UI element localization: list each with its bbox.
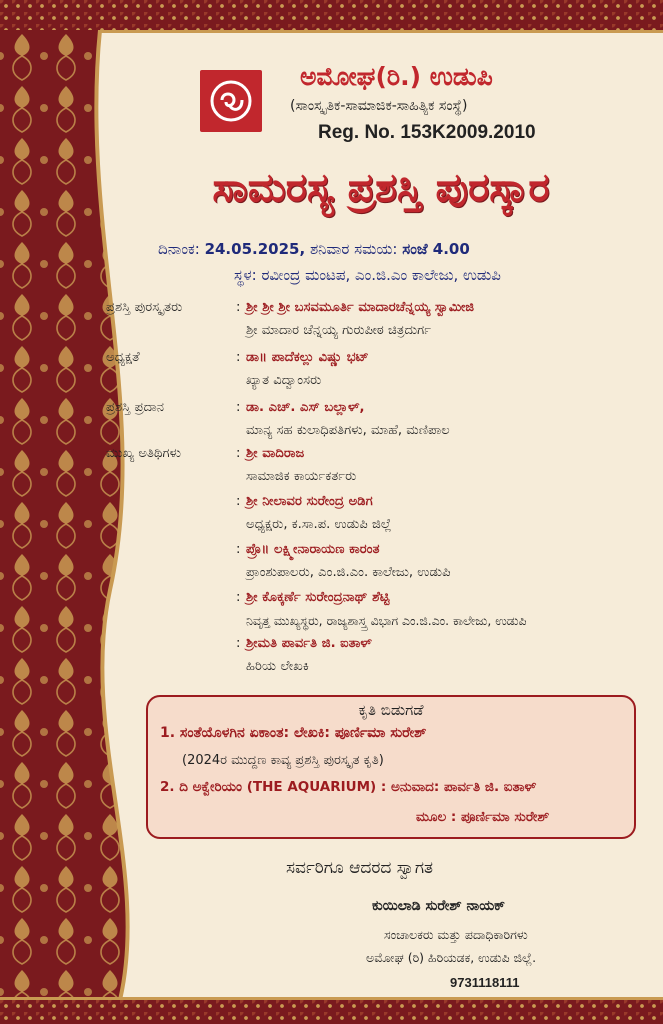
signatory-role: ಸಂಚಾಲಕರು ಮತ್ತು ಪದಾಧಿಕಾರಿಗಳು [384, 927, 528, 942]
guest-desc: ಸಾಮಾಜಿಕ ಕಾರ್ಯಕರ್ತರು [246, 469, 357, 484]
guest-name: ಶ್ರೀ ಕೊಕ್ಕರ್ಣೆ ಸುರೇಂದ್ರನಾಥ್ ಶೆಟ್ಟಿ [246, 590, 390, 605]
awardee-name: ಶ್ರೀ ಶ್ರೀ ಶ್ರೀ ಬಸವಮೂರ್ತಿ ಮಾದಾರಚೆನ್ನಯ್ಯ ಸ್ವಾಮೀಜಿ [246, 300, 475, 315]
book-release-item-1: 1. ಸಂತೆಯೊಳಗಿನ ಏಕಾಂತ: ಲೇಖಕಿ: ಪೂರ್ಣಿಮಾ ಸುರೇಶ್ [160, 725, 427, 741]
guest-name: ಶ್ರೀ ನೀಲಾವರ ಸುರೇಂದ್ರ ಅಡಿಗ [246, 494, 373, 509]
book-release-item-1-note: (2024ರ ಮುದ್ದಣ ಕಾವ್ಯ ಪ್ರಶಸ್ತಿ ಪುರಸ್ಕೃತ ಕೃತಿ) [182, 753, 384, 768]
colon: : [236, 300, 241, 315]
book-release-title: ಕೃತಿ ಬಿಡುಗಡೆ [358, 701, 424, 719]
event-time: ಸಂಜೆ 4.00 [402, 240, 470, 258]
contact-phone: 9731118111 [450, 975, 520, 990]
awardee-desc: ಶ್ರೀ ಮಾದಾರ ಚೆನ್ನಯ್ಯ ಗುರುಪೀಠ ಚಿತ್ರದುರ್ಗ [246, 323, 432, 338]
guest-desc: ನಿವೃತ್ತ ಮುಖ್ಯಸ್ಥರು, ರಾಜ್ಯಶಾಸ್ತ್ರ ವಿಭಾಗ ಎಂ.ಜಿ.ಎಂ. ಕಾಲೇಜು, ಉಡುಪಿ [246, 613, 527, 628]
org-name: ಅಮೋಘ(ರಿ.) ಉಡುಪಿ [300, 62, 493, 91]
colon: : [236, 542, 241, 557]
presenter-label: ಪ್ರಶಸ್ತಿ ಪ್ರದಾನ [106, 400, 165, 415]
event-day: ಶನಿವಾರ [309, 240, 350, 258]
signatory-name: ಕುಯಿಲಾಡಿ ಸುರೇಶ್ ನಾಯಕ್ [372, 898, 506, 914]
book-release-item-2: 2. ದಿ ಅಕ್ವೇರಿಯಂ (THE AQUARIUM) : ಅನುವಾದ: ಪಾರ್ವತಿ ಜಿ. ಐತಾಳ್ [160, 779, 537, 795]
colon: : [236, 636, 241, 651]
org-subtitle: (ಸಾಂಸ್ಕೃತಿಕ-ಸಾಮಾಜಿಕ-ಸಾಹಿತ್ಯಿಕ ಸಂಸ್ಥೆ) [290, 98, 468, 114]
event-date-line [158, 240, 638, 258]
colon: : [236, 446, 241, 461]
bottom-border [0, 1000, 663, 1024]
guest-name: ಶ್ರೀ ವಾದಿರಾಜ [246, 446, 305, 461]
guest-desc: ಹಿರಿಯ ಲೇಖಕಿ [246, 659, 309, 674]
book-release-item-2-original: ಮೂಲ : ಪೂರ್ಣಿಮಾ ಸುರೇಶ್ [416, 809, 550, 825]
colon: : [236, 350, 241, 365]
book-release-box [146, 695, 636, 839]
guests-label: ಮುಖ್ಯ ಅತಿಥಿಗಳು [106, 446, 182, 461]
president-label: ಅಧ್ಯಕ್ಷತೆ [106, 350, 140, 365]
presenter-name: ಡಾ. ಎಚ್. ಎಸ್ ಬಲ್ಲಾಳ್, [246, 400, 365, 415]
org-registration: Reg. No. 153K2009.2010 [318, 122, 536, 143]
guest-desc: ಅಧ್ಯಕ್ಷರು, ಕ.ಸಾ.ಪ. ಉಡುಪಿ ಜಿಲ್ಲೆ [246, 517, 392, 532]
presenter-desc: ಮಾನ್ಯ ಸಹ ಕುಲಾಧಿಪತಿಗಳು, ಮಾಹೆ, ಮಣಿಪಾಲ [246, 423, 450, 438]
date-label: ದಿನಾಂಕ: [158, 240, 200, 258]
president-name: ಡಾ॥ ಪಾದೆಕಲ್ಲು ವಿಷ್ಣು ಭಟ್ [246, 350, 369, 365]
guest-name: ಪ್ರೊ॥ ಲಕ್ಷ್ಮೀನಾರಾಯಣ ಕಾರಂತ [246, 542, 380, 557]
colon: : [236, 400, 241, 415]
colon: : [236, 590, 241, 605]
colon: : [236, 494, 241, 509]
guest-desc: ಪ್ರಾಂಶುಪಾಲರು, ಎಂ.ಜಿ.ಎಂ. ಕಾಲೇಜು, ಉಡುಪಿ [246, 565, 451, 580]
time-label: ಸಮಯ: [354, 240, 398, 258]
president-desc: ಖ್ಯಾತ ವಿದ್ವಾಂಸರು [246, 373, 322, 388]
guest-name: ಶ್ರೀಮತಿ ಪಾರ್ವತಿ ಜಿ. ಐತಾಳ್ [246, 636, 372, 651]
welcome-text: ಸರ್ವರಿಗೂ ಆದರದ ಸ್ವಾಗತ [286, 858, 434, 878]
event-venue: ಸ್ಥಳ: ರವೀಂದ್ರ ಮಂಟಪ, ಎಂ.ಜಿ.ಎಂ ಕಾಲೇಜು, ಉಡುಪಿ [234, 266, 501, 284]
signatory-org: ಅಮೋಘ (ರಿ) ಹಿರಿಯಡಕ, ಉಡುಪಿ ಜಿಲ್ಲೆ. [366, 950, 537, 965]
org-logo [200, 70, 262, 132]
event-title: ಸಾಮರಸ್ಯ ಪ್ರಶಸ್ತಿ ಪುರಸ್ಕಾರ [212, 165, 550, 211]
awardee-label: ಪ್ರಶಸ್ತಿ ಪುರಸ್ಕೃತರು [106, 300, 183, 315]
event-date: 24.05.2025, [204, 240, 306, 258]
